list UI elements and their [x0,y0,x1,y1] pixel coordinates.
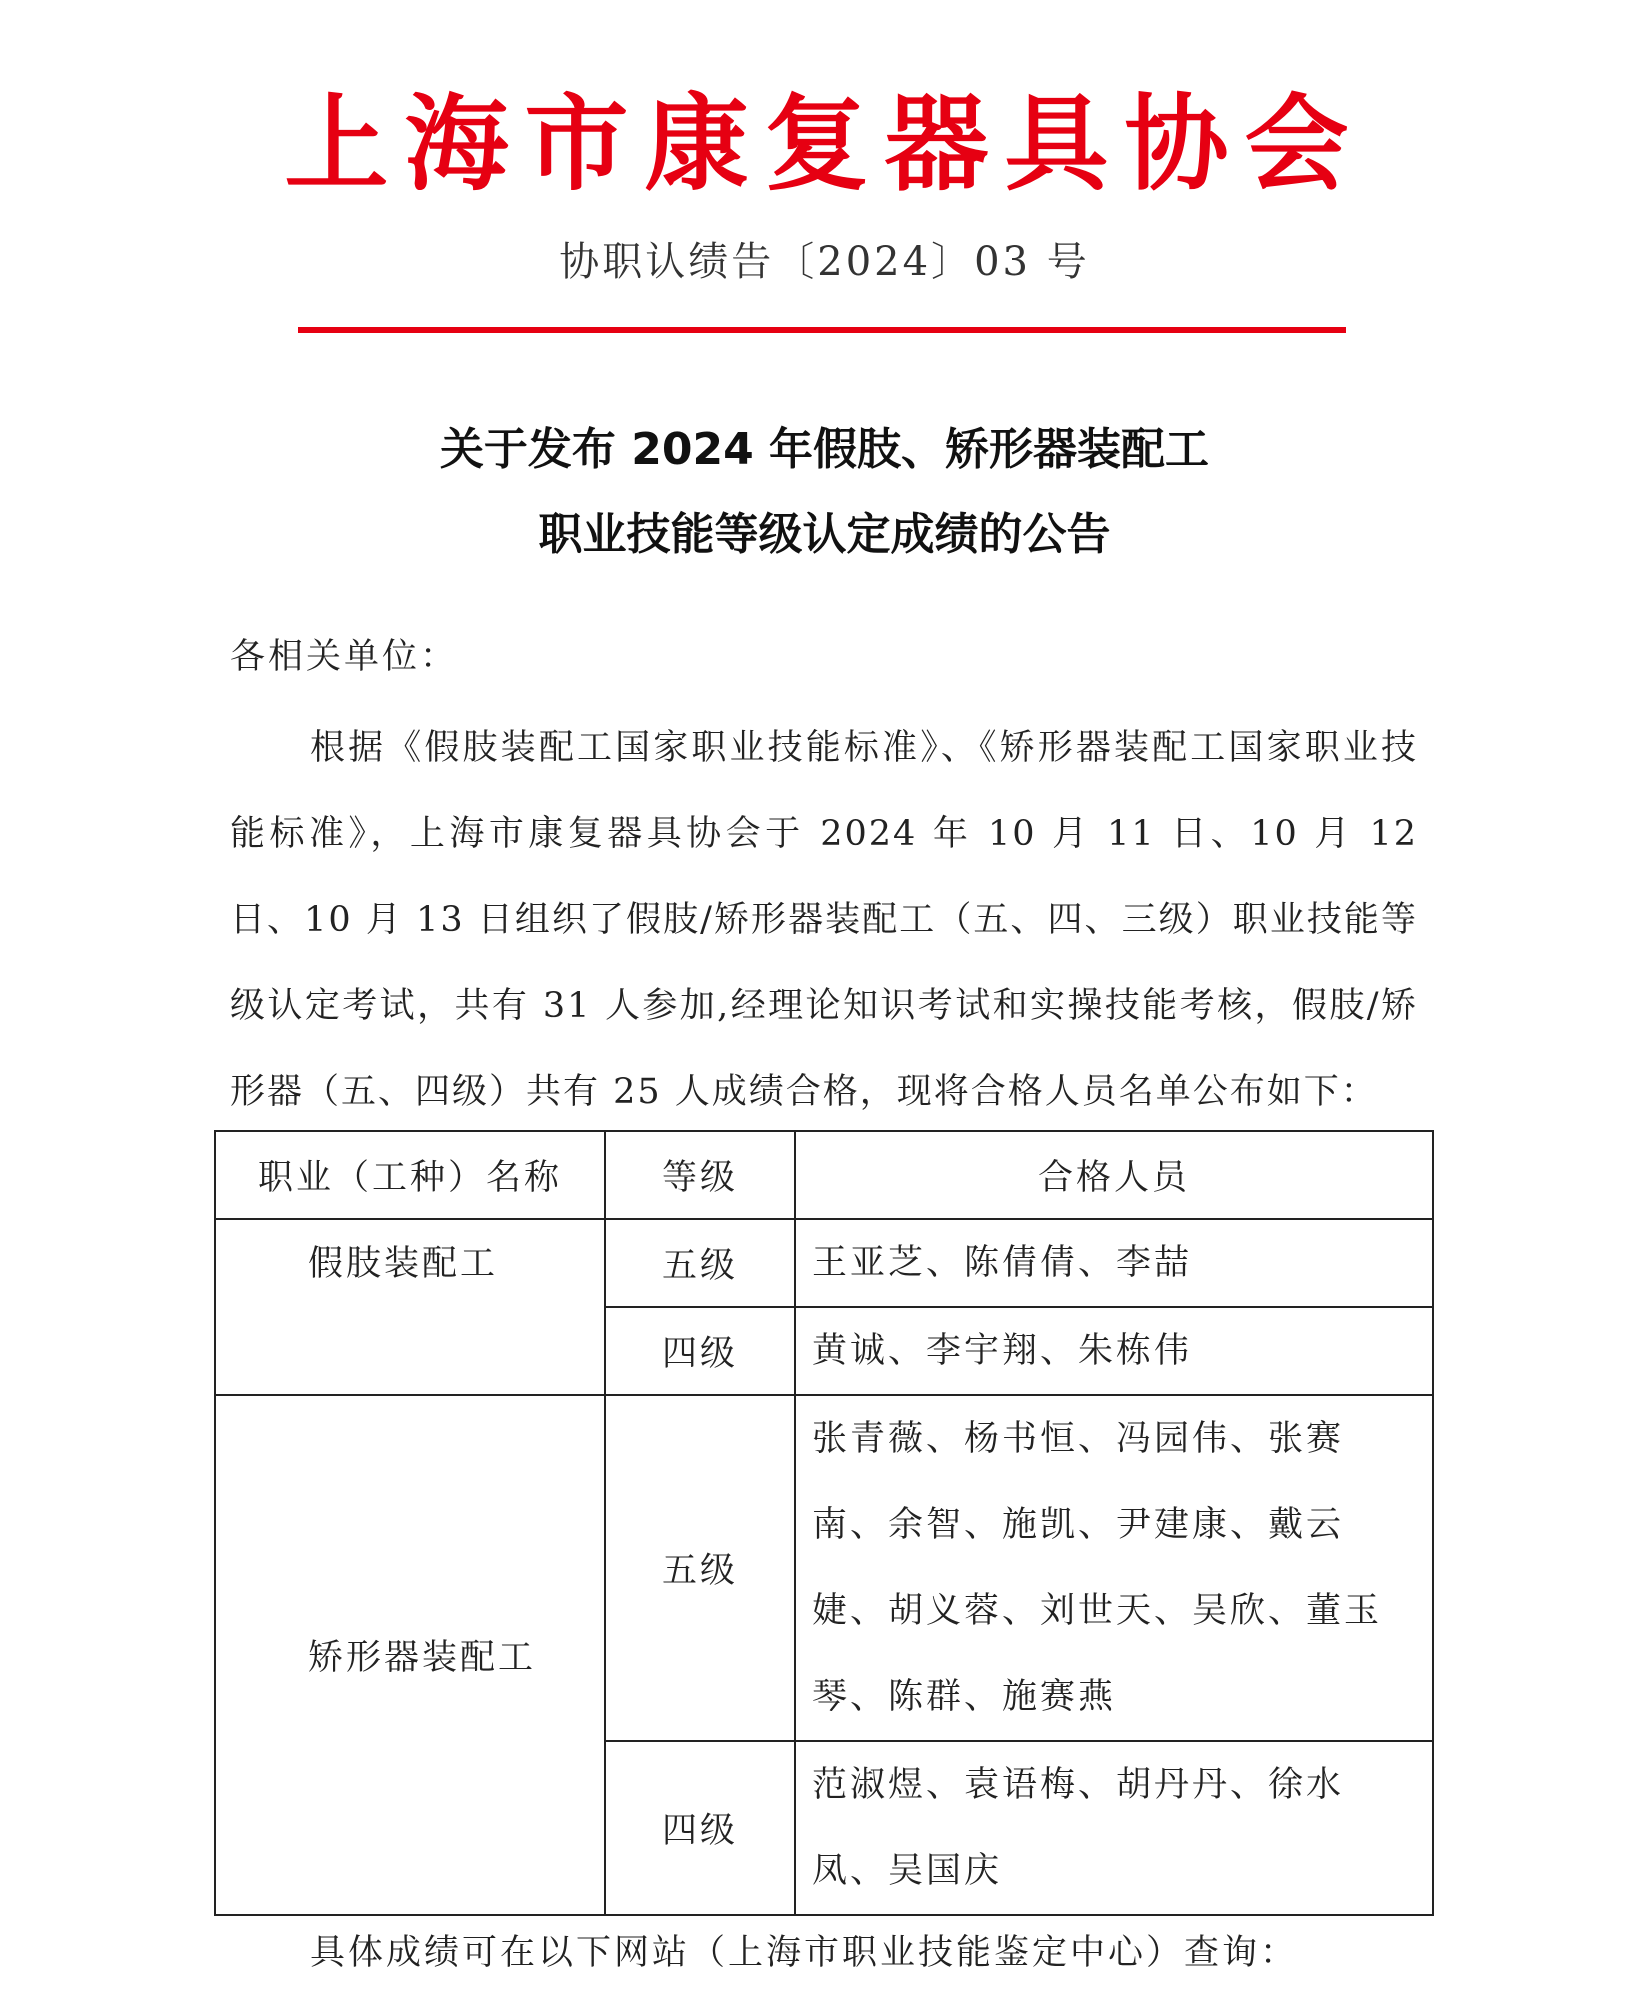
document-number: 协职认绩告〔2024〕03 号 [559,239,1090,285]
names-cell: 黄诚、李宇翔、朱栋伟 [795,1307,1433,1395]
organization-masthead: 上海市康复器具协会 [284,82,1365,205]
masthead-divider [298,327,1346,333]
table-row [215,1219,1433,1307]
closing-line: 具体成绩可在以下网站（上海市职业技能鉴定中心）查询： [310,1933,1299,1973]
names-cell: 范淑煜、袁语梅、胡丹丹、徐水凤、吴国庆 [795,1741,1433,1915]
level-cell: 五级 [605,1219,795,1307]
names-cell: 张青薇、杨书恒、冯园伟、张赛南、余智、施凯、尹建康、戴云婕、胡义蓉、刘世天、吴欣、董玉琴、陈群、施赛燕 [795,1395,1433,1741]
salutation: 各相关单位： [230,637,459,677]
level-cell: 四级 [605,1307,795,1395]
header-qualified-people: 合格人员 [795,1131,1433,1219]
level-cell: 五级 [605,1395,795,1741]
names-cell: 王亚芝、陈倩倩、李喆 [795,1219,1433,1307]
table-header-row [215,1131,1433,1219]
occupation-cell: 矫形器装配工 [215,1395,605,1915]
table-row [215,1395,1433,1741]
level-cell: 四级 [605,1741,795,1915]
header-occupation: 职业（工种）名称 [215,1131,605,1219]
results-table [214,1130,1434,1916]
header-level: 等级 [605,1131,795,1219]
title-line-1: 关于发布 2024 年假肢、矫形器装配工 [439,424,1210,475]
title-line-2: 职业技能等级认定成绩的公告 [538,509,1111,560]
announcement-paragraph: 根据《假肢装配工国家职业技能标准》、《矫形器装配工国家职业技能标准》，上海市康复器具协会于 2024 年 10 月 11 日、10 月 12 日、10 月 13 日组织了假肢/矫形器装配工（五、四、三级）职业技能等级认定考试，共有 31 人参加,经理论知识考试和实操技能考核，假肢/矫形器（五、四级）共有 25 人成绩合格，现将合格人员名单公布如下： [230,728,1418,1112]
occupation-cell: 假肢装配工 [215,1219,605,1395]
